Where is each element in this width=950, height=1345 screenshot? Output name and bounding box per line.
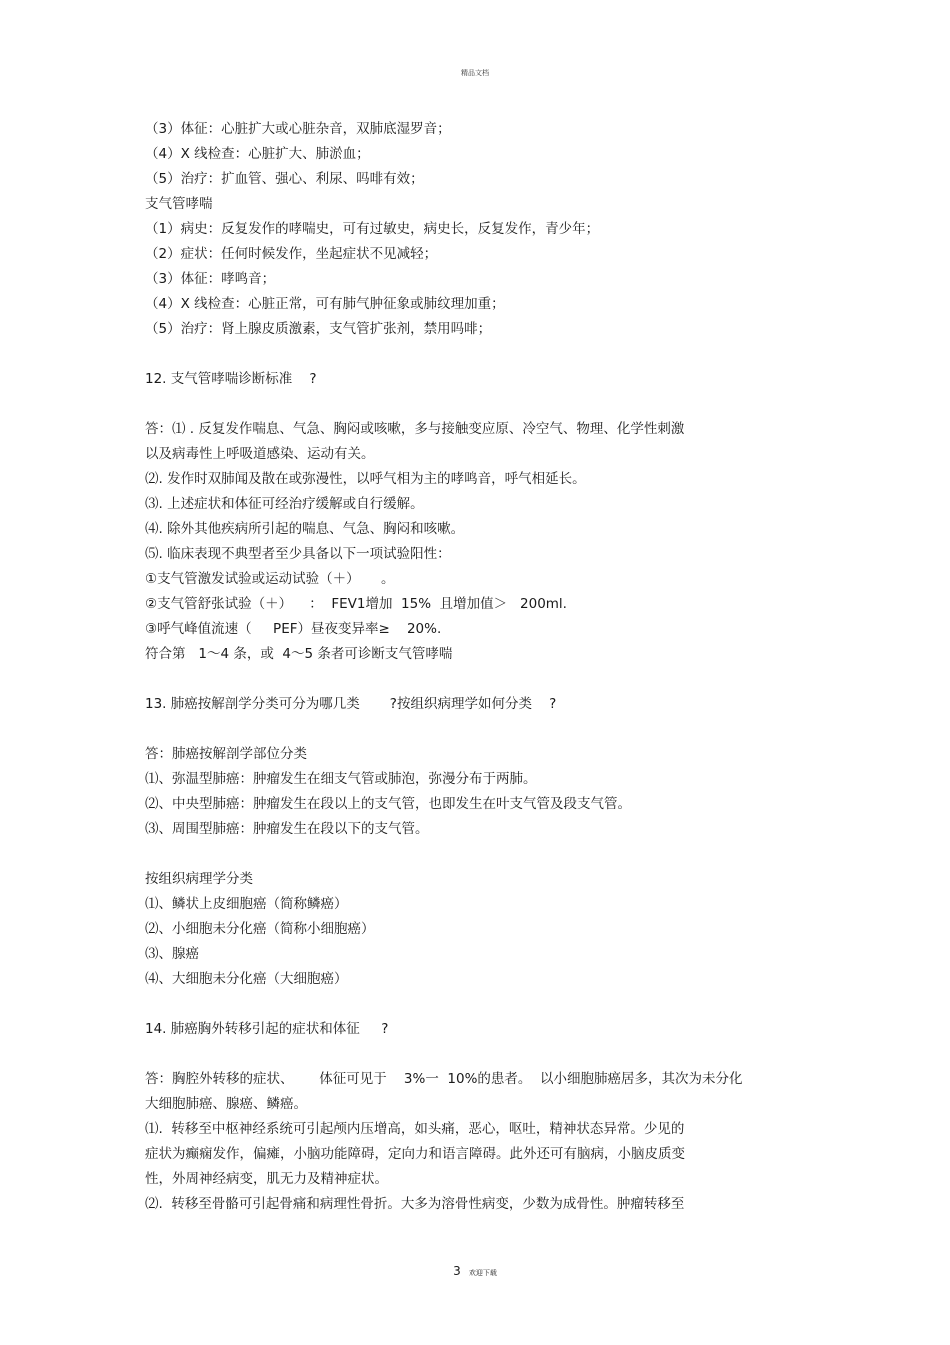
text-line: 13. 肺癌按解剖学分类可分为哪几类 ?按组织病理学如何分类 ?	[145, 696, 557, 712]
blank-line	[145, 1042, 805, 1067]
blank-line	[145, 992, 805, 1017]
text-line: （5）治疗：肾上腺皮质激素，支气管扩张剂，禁用吗啡；	[145, 321, 492, 337]
text-line: （3）体征：心脏扩大或心脏杂音，双肺底湿罗音；	[145, 121, 451, 137]
text-line: 支气管哮喘	[145, 196, 213, 212]
text-line: （1）病史：反复发作的哮喘史，可有过敏史，病史长，反复发作，青少年；	[145, 221, 600, 237]
text-line: 答：胸腔外转移的症状、 体征可见于 3%一 10%的患者。 以小细胞肺癌居多，其次为未分化	[145, 1071, 743, 1087]
page-number: 3	[453, 1264, 461, 1278]
blank-line	[145, 667, 805, 692]
text-line: 答：肺癌按解剖学部位分类	[145, 746, 307, 762]
page-header	[0, 68, 950, 78]
text-line: ⑶、周围型肺癌：肿瘤发生在段以下的支气管。	[145, 821, 429, 837]
text-line: 症状为癫痫发作，偏瘫，小脑功能障碍，定向力和语言障碍。此外还可有脑病，小脑皮质变	[145, 1146, 685, 1162]
header-label: 精品文档	[461, 69, 489, 77]
text-line: ⑷. 除外其他疾病所引起的喘息、气急、胸闷和咳嗽。	[145, 521, 465, 537]
text-line: 14. 肺癌胸外转移引起的症状和体征 ?	[145, 1021, 389, 1037]
text-line: （2）症状：任何时候发作，坐起症状不见减轻；	[145, 246, 438, 262]
text-line: ⑴、鳞状上皮细胞癌（简称鳞癌）	[145, 896, 348, 912]
blank-line	[145, 842, 805, 867]
text-line: ⑸. 临床表现不典型者至少具备以下一项试验阳性：	[145, 546, 451, 562]
text-line: ①支气管激发试验或运动试验（＋） 。	[145, 571, 395, 587]
text-line: ⑵. 发作时双肺闻及散在或弥漫性，以呼气相为主的哮鸣音，呼气相延长。	[145, 471, 586, 487]
blank-line	[145, 342, 805, 367]
document-body	[145, 117, 805, 1217]
text-line: 性，外周神经病变，肌无力及精神症状。	[145, 1171, 388, 1187]
text-line: ⑵、中央型肺癌：肿瘤发生在段以上的支气管，也即发生在叶支气管及段支气管。	[145, 796, 631, 812]
text-line: ⑵. 转移至骨骼可引起骨痛和病理性骨折。大多为溶骨性病变，少数为成骨性。肿瘤转移至	[145, 1196, 685, 1212]
text-line: （3）体征：哮鸣音；	[145, 271, 276, 287]
text-line: 答：⑴ . 反复发作喘息、气急、胸闷或咳嗽，多与接触变应原、冷空气、物理、化学性刺激	[145, 421, 685, 437]
text-line: ⑶、腺癌	[145, 946, 199, 962]
text-line: ⑴、弥温型肺癌：肿瘤发生在细支气管或肺泡，弥漫分布于两肺。	[145, 771, 537, 787]
text-line: （4）X 线检查：心脏正常，可有肺气肿征象或肺纹理加重；	[145, 296, 505, 312]
blank-line	[145, 392, 805, 417]
page-footer	[0, 1260, 950, 1279]
text-line: ⑶. 上述症状和体征可经治疗缓解或自行缓解。	[145, 496, 424, 512]
text-line: 符合第 1～4 条，或 4～5 条者可诊断支气管哮喘	[145, 646, 453, 662]
blank-line	[145, 717, 805, 742]
text-line: ②支气管舒张试验（＋） ： FEV1增加 15% 且增加值＞ 200ml.	[145, 596, 567, 612]
footer-label: 欢迎下载	[468, 1269, 497, 1277]
text-line: ③呼气峰值流速（ PEF）昼夜变异率≥ 20%.	[145, 621, 442, 637]
text-line: ⑵、小细胞未分化癌（简称小细胞癌）	[145, 921, 375, 937]
text-line: 12. 支气管哮喘诊断标准 ?	[145, 371, 317, 387]
text-line: ⑷、大细胞未分化癌（大细胞癌）	[145, 971, 348, 987]
text-line: （4）X 线检查：心脏扩大、肺淤血；	[145, 146, 370, 162]
text-line: 以及病毒性上呼吸道感染、运动有关。	[145, 446, 375, 462]
text-line: 按组织病理学分类	[145, 871, 253, 887]
text-line: 大细胞肺癌、腺癌、鳞癌。	[145, 1096, 307, 1112]
text-line: ⑴. 转移至中枢神经系统可引起颅内压增高，如头痛，恶心，呕吐，精神状态异常。少见的	[145, 1121, 685, 1137]
text-line: （5）治疗：扩血管、强心、利尿、吗啡有效；	[145, 171, 424, 187]
